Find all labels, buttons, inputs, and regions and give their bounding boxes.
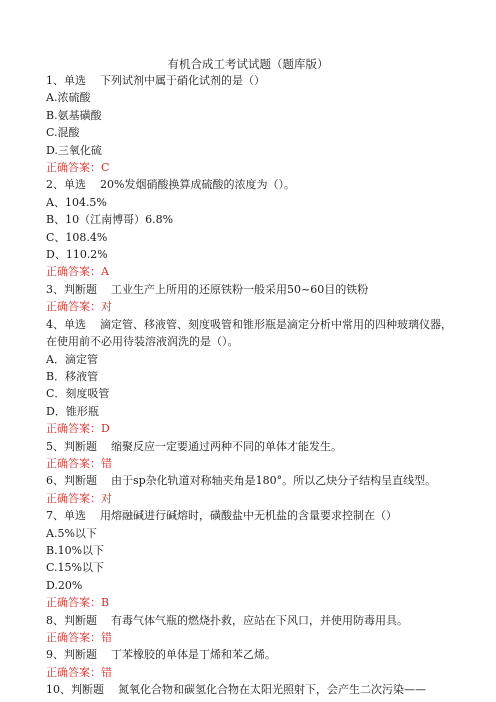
answer-label: 正确答案： [46, 161, 101, 175]
question-type: 判断题 [71, 683, 104, 697]
answer-value: A [101, 265, 109, 279]
answer-line [46, 490, 456, 507]
question-type: 判断题 [64, 613, 97, 627]
question-number: 10、 [46, 683, 71, 697]
question-list [46, 72, 456, 699]
answer-value: D [101, 422, 110, 436]
answer-value: 错 [101, 665, 112, 679]
answer-value: 错 [101, 456, 112, 470]
question-text: 有毒气体气瓶的燃烧扑救，应站在下风口，并使用防毒用具。 [111, 613, 408, 627]
option: D．锥形瓶 [46, 404, 99, 418]
question-number: 8、 [46, 613, 64, 627]
answer-value: 错 [101, 631, 112, 644]
question-stem [46, 646, 456, 663]
question-stem [46, 472, 456, 489]
question-number: 1、 [46, 74, 64, 87]
question-number: 7、 [46, 509, 64, 523]
option: C.混酸 [46, 126, 80, 140]
answer-line [46, 298, 456, 315]
answer-label: 正确答案： [46, 300, 101, 314]
option: D、110.2% [46, 248, 108, 262]
question-text: 用熔融碱进行碱熔时，磺酸盐中无机盐的含量要求控制在（） [100, 509, 397, 523]
answer-line [46, 629, 456, 646]
question-stem [46, 681, 456, 698]
answer-label: 正确答案： [46, 422, 101, 436]
question-type: 单选 [64, 509, 86, 523]
question-number: 3、 [46, 282, 64, 296]
option: C.15%以下 [46, 561, 104, 575]
question-number: 9、 [46, 648, 64, 662]
answer-line [46, 664, 456, 681]
answer-label: 正确答案： [46, 456, 101, 470]
question-stem [46, 612, 456, 629]
question-type: 单选 [64, 317, 86, 331]
question-stem [46, 281, 456, 298]
question-text: 下列试剂中属于硝化试剂的是（） [100, 74, 265, 87]
answer-label: 正确答案： [46, 596, 101, 610]
question-type: 单选 [64, 74, 86, 87]
answer-label: 正确答案： [46, 665, 101, 679]
option: C．刻度吸管 [46, 387, 110, 401]
answer-value: B [101, 596, 110, 610]
answer-value: 对 [101, 491, 112, 505]
answer-label: 正确答案： [46, 631, 101, 644]
question-text: 氮氧化合物和碳氢化合物在太阳光照射下，会产生二次污染—— [118, 683, 426, 697]
answer-line [46, 455, 456, 472]
option: C、108.4% [46, 230, 108, 244]
question-stem [46, 316, 456, 351]
answer-value: 对 [101, 300, 112, 314]
question-type: 判断题 [64, 648, 97, 662]
option: D.20% [46, 578, 83, 592]
option: A、104.5% [46, 195, 107, 209]
question-type: 判断题 [64, 474, 97, 488]
question-text: 工业生产上所用的还原铁粉一般采用50~60目的铁粉 [111, 282, 369, 296]
option: D.三氧化硫 [46, 143, 102, 157]
question-text: 由于sp杂化轨道对称轴夹角是180°。所以乙炔分子结构呈直线型。 [111, 474, 437, 488]
answer-value: C [101, 161, 110, 175]
question-text: 缩聚反应一定要通过两种不同的单体才能发生。 [111, 439, 342, 453]
question-text: 滴定管、移液管、刻度吸管和锥形瓶是滴定分析中常用的四种玻璃仪器，在使用前不必用待装溶液润洗的是（）。 [46, 317, 452, 349]
answer-label: 正确答案： [46, 491, 101, 505]
answer-label: 正确答案： [46, 265, 101, 279]
question-stem [46, 507, 456, 524]
question-type: 判断题 [64, 282, 97, 296]
option: B．移液管 [46, 369, 99, 383]
answer-line [46, 263, 456, 280]
question-type: 单选 [64, 178, 86, 192]
question-stem [46, 72, 456, 89]
option: A.5%以下 [46, 526, 97, 540]
question-stem [46, 438, 456, 455]
question-number: 4、 [46, 317, 64, 331]
question-number: 6、 [46, 474, 64, 488]
question-number: 5、 [46, 439, 64, 453]
answer-line [46, 594, 456, 611]
question-number: 2、 [46, 178, 64, 192]
question-text: 丁苯橡胶的单体是丁烯和苯乙烯。 [111, 648, 276, 662]
option: B.10%以下 [46, 543, 105, 557]
question-stem [46, 176, 456, 193]
question-type: 判断题 [64, 439, 97, 453]
option: A．滴定管 [46, 352, 98, 366]
option: B、10（江南博哥）6.8% [46, 213, 174, 227]
document-title: 有机合成工考试试题（题库版） [167, 57, 329, 71]
answer-line [46, 159, 456, 176]
option: A.浓硫酸 [46, 91, 91, 105]
question-text: 20%发烟硝酸换算成硫酸的浓度为（）。 [100, 178, 295, 192]
answer-line [46, 420, 456, 437]
option: B.氨基磺酸 [46, 108, 102, 122]
